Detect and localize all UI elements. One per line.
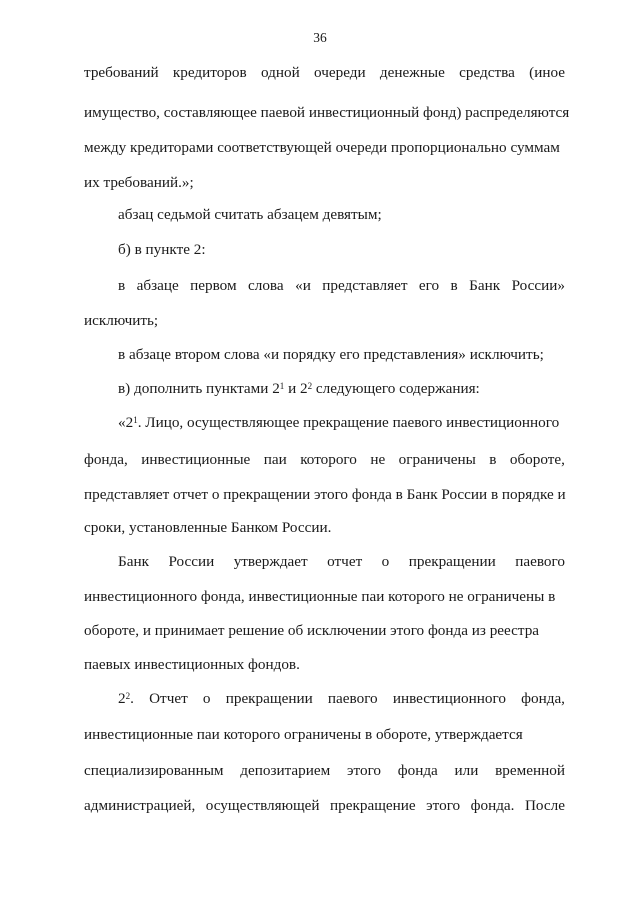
text-line: исключить; (84, 312, 159, 329)
text-line: требований кредиторов одной очереди денежные средства (иное (84, 64, 565, 81)
text-line: представляет отчет о прекращении этого фонда в Банк России в порядке и (84, 486, 566, 503)
text-line: инвестиционного фонда, инвестиционные паи которого не ограничены в (84, 588, 556, 605)
text-line: их требований.»; (84, 174, 194, 191)
text-line: инвестиционные паи которого ограничены в обороте, утверждается (84, 726, 523, 743)
text-line: паевых инвестиционных фондов. (84, 656, 300, 673)
page-number: 36 (313, 30, 327, 45)
text-line: между кредиторами соответствующей очереди пропорционально суммам (84, 139, 560, 156)
text-line: в абзаце первом слова «и представляет его в Банк России» (118, 277, 565, 294)
text-line: $2^2$. Отчет о прекращении паевого инвестиционного фонда, (118, 690, 565, 707)
text-line: абзац седьмой считать абзацем девятым; (118, 206, 382, 223)
text-line: специализированным депозитарием этого фонда или временной (84, 762, 565, 779)
text-line: обороте, и принимает решение об исключении этого фонда из реестра (84, 622, 540, 639)
text-line: в) дополнить пунктами $2^1$ и $2^2$ следующего содержания: (118, 380, 480, 397)
text-line: в абзаце втором слова «и порядку его представления» исключить; (118, 346, 544, 363)
text-line: имущество, составляющее паевой инвестиционный фонд) распределяются (84, 104, 570, 121)
text-line: администрацией, осуществляющей прекращение этого фонда. После (84, 797, 565, 814)
text-line: Банк России утверждает отчет о прекращении паевого (118, 553, 565, 570)
text-line: б) в пункте 2: (118, 241, 206, 258)
text-line: «$2^1$. Лицо, осуществляющее прекращение паевого инвестиционного (118, 414, 560, 431)
text-line: фонда, инвестиционные паи которого не ограничены в обороте, (84, 451, 565, 468)
text-line: сроки, установленные Банком России. (84, 519, 332, 536)
